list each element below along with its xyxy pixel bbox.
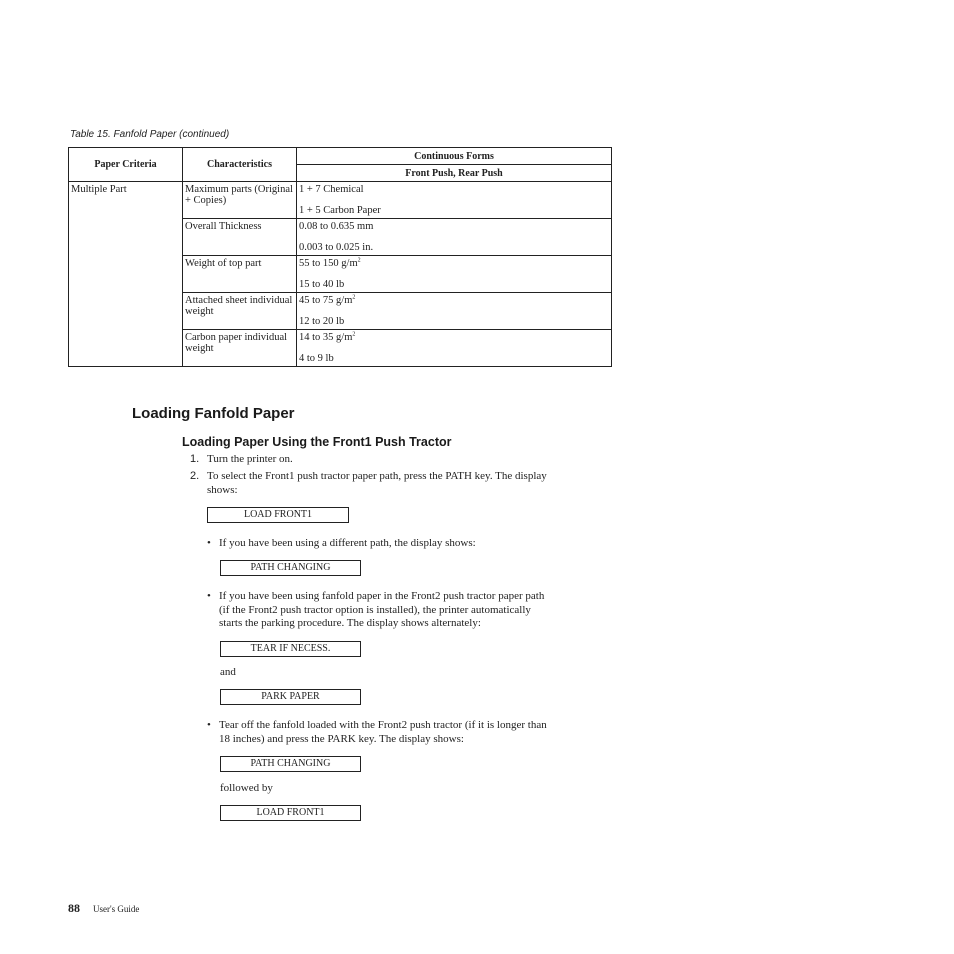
value-secondary: 4 to 9 lb xyxy=(299,353,334,364)
value-cell xyxy=(297,330,612,367)
bullet-text: If you have been using a different path, the display shows: xyxy=(219,537,476,549)
bullet-marker: • xyxy=(207,719,211,731)
bullet-marker: • xyxy=(207,590,211,602)
bullet-text: (if the Front2 push tractor option is installed), the printer automatically xyxy=(219,604,531,616)
value-cell xyxy=(297,219,612,256)
header-characteristics: Characteristics xyxy=(183,148,297,182)
bullet-marker: • xyxy=(207,537,211,549)
bullet-text: 18 inches) and press the PARK key. The display shows: xyxy=(219,733,464,745)
bullet-text: Tear off the fanfold loaded with the Front2 push tractor (if it is longer than xyxy=(219,719,547,731)
value-primary: 0.08 to 0.635 mm xyxy=(299,221,374,232)
document-title: User's Guide xyxy=(93,904,140,914)
display-message: TEAR IF NECESS. xyxy=(220,641,361,657)
characteristic-cell: Attached sheet individual weight xyxy=(183,293,297,330)
step-text: shows: xyxy=(207,484,238,496)
fanfold-paper-table xyxy=(68,147,612,367)
step-text: To select the Front1 push tractor paper path, press the PATH key. The display xyxy=(207,470,547,482)
connector-text: followed by xyxy=(220,782,273,794)
header-continuous-forms: Continuous Forms xyxy=(297,148,612,165)
display-message: PATH CHANGING xyxy=(220,560,361,576)
display-message: PARK PAPER xyxy=(220,689,361,705)
value-primary: 14 to 35 $g/m^2$ xyxy=(299,331,356,343)
bullet-text: starts the parking procedure. The display shows alternately: xyxy=(219,617,481,629)
display-message: LOAD FRONT1 xyxy=(220,805,361,821)
header-front-push: Front Push, Rear Push xyxy=(297,165,612,182)
value-primary: 45 to 75 $g/m^2$ xyxy=(299,294,356,306)
step-text: Turn the printer on. xyxy=(207,453,293,465)
display-message: PATH CHANGING xyxy=(220,756,361,772)
page-number: 88 xyxy=(68,901,80,915)
section-subtitle: Loading Paper Using the Front1 Push Tractor xyxy=(182,435,452,449)
bullet-text: If you have been using fanfold paper in the Front2 push tractor paper path xyxy=(219,590,545,602)
characteristic-cell: Overall Thickness xyxy=(183,219,297,256)
display-message: LOAD FRONT1 xyxy=(207,507,349,523)
value-cell xyxy=(297,293,612,330)
step-number: 2. xyxy=(190,470,200,482)
value-cell xyxy=(297,256,612,293)
value-secondary: 1 + 5 Carbon Paper xyxy=(299,205,381,216)
criteria-cell: Multiple Part xyxy=(69,182,183,367)
connector-text: and xyxy=(220,666,236,678)
step-number: 1. xyxy=(190,453,200,465)
table-caption: Table 15. Fanfold Paper (continued) xyxy=(70,129,230,140)
characteristic-cell: Weight of top part xyxy=(183,256,297,293)
value-secondary: 12 to 20 lb xyxy=(299,316,345,327)
header-paper-criteria: Paper Criteria xyxy=(69,148,183,182)
value-secondary: 15 to 40 lb xyxy=(299,279,345,290)
value-secondary: 0.003 to 0.025 in. xyxy=(299,242,374,253)
characteristic-cell: Maximum parts (Original + Copies) xyxy=(183,182,297,219)
section-title: Loading Fanfold Paper xyxy=(132,405,295,422)
value-primary: 1 + 7 Chemical xyxy=(299,184,364,195)
value-cell xyxy=(297,182,612,219)
characteristic-cell: Carbon paper individual weight xyxy=(183,330,297,367)
value-primary: 55 to 150 $g/m^2$ xyxy=(299,257,361,269)
table-row xyxy=(69,182,612,219)
